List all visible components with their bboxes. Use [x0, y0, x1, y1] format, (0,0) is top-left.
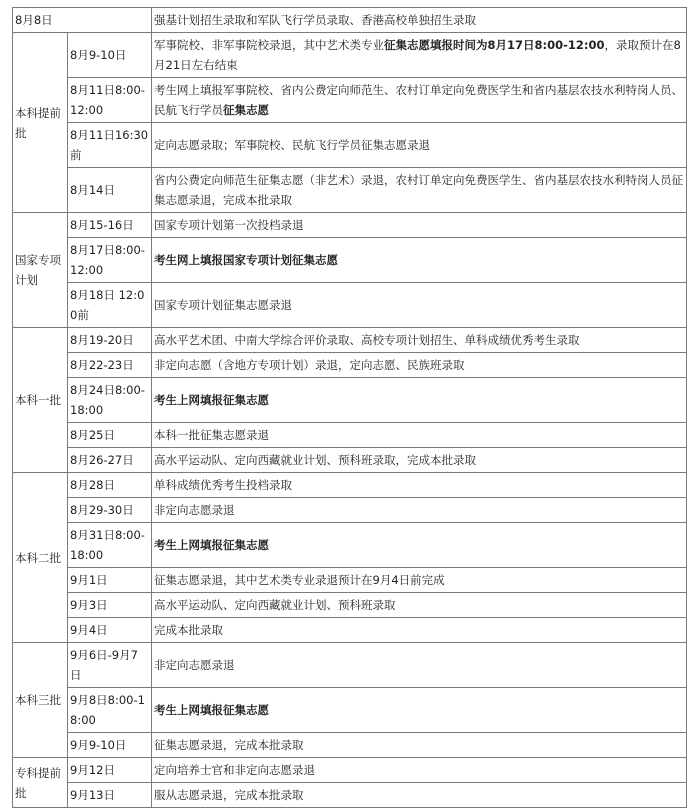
- phase-cell: 本科一批: [13, 328, 68, 473]
- description-text: 定向志愿录取；军事院校、民航飞行学员征集志愿录退: [154, 138, 431, 152]
- table-row: [13, 213, 687, 238]
- phase-cell: 本科提前批: [13, 33, 68, 213]
- date-cell: 9月13日: [68, 783, 152, 808]
- date-cell: 8月15-16日: [68, 213, 152, 238]
- description-cell: [152, 473, 687, 498]
- description-text: 定向培养士官和非定向志愿录退: [154, 763, 316, 777]
- phase-cell: 专科提前批: [13, 758, 68, 808]
- description-text: 完成本批录取: [154, 623, 224, 637]
- description-cell: [152, 33, 687, 78]
- description-highlight: 考生上网填报征集志愿: [154, 703, 270, 717]
- description-cell: [152, 498, 687, 523]
- description-text: 高水平运动队、定向西藏就业计划、预科班录取: [154, 598, 396, 612]
- date-cell: 8月11日8:00-12:00: [68, 78, 152, 123]
- description-text: 本科一批征集志愿录退: [154, 428, 270, 442]
- description-highlight: 考生网上填报国家专项计划征集志愿: [154, 253, 339, 267]
- description-highlight: 征集志愿填报时间为8月17日8:00-12:00: [384, 38, 605, 52]
- table-row: [13, 783, 687, 808]
- date-cell: 8月19-20日: [68, 328, 152, 353]
- table-row: [13, 33, 687, 78]
- table-row: [13, 353, 687, 378]
- table-row: [13, 568, 687, 593]
- table-row: [13, 8, 687, 33]
- description-text: 高水平运动队、定向西藏就业计划、预科班录取，完成本批录取: [154, 453, 477, 467]
- description-cell: [152, 283, 687, 328]
- description-cell: [152, 328, 687, 353]
- phase-cell: 本科二批: [13, 473, 68, 643]
- date-cell: 8月22-23日: [68, 353, 152, 378]
- date-cell: 8月9-10日: [68, 33, 152, 78]
- description-cell: [152, 593, 687, 618]
- table-row: [13, 238, 687, 283]
- admission-schedule-table: [12, 7, 687, 808]
- description-text: 征集志愿录退，其中艺术类专业录退预计在9月4日前完成: [154, 573, 445, 587]
- description-cell: [152, 688, 687, 733]
- table-row: [13, 423, 687, 448]
- description-cell: [152, 78, 687, 123]
- table-row: [13, 283, 687, 328]
- description-cell: [152, 8, 687, 33]
- description-text: 非定向志愿录退: [154, 658, 235, 672]
- description-text: 考生网上填报军事院校、省内公费定向师范生、农村订单定向免费医学生和省内基层农技水利特岗人员、民航飞行学员: [154, 83, 684, 117]
- date-cell: 8月28日: [68, 473, 152, 498]
- description-text: 国家专项计划第一次投档录退: [154, 218, 304, 232]
- description-text: 省内公费定向师范生征集志愿（非艺术）录退，农村订单定向免费医学生、省内基层农技水利特岗人员征集志愿录退，完成本批录取: [154, 173, 684, 207]
- date-cell: 9月3日: [68, 593, 152, 618]
- date-cell: 8月26-27日: [68, 448, 152, 473]
- date-cell: 8月31日8:00-18:00: [68, 523, 152, 568]
- date-cell: 8月29-30日: [68, 498, 152, 523]
- description-text: 单科成绩优秀考生投档录取: [154, 478, 293, 492]
- table-row: [13, 643, 687, 688]
- description-text: 军事院校、非军事院校录退，其中艺术类专业: [154, 38, 385, 52]
- table-row: [13, 123, 687, 168]
- description-cell: [152, 523, 687, 568]
- description-cell: [152, 568, 687, 593]
- table-row: [13, 523, 687, 568]
- description-cell: [152, 353, 687, 378]
- date-cell: 9月1日: [68, 568, 152, 593]
- date-cell: 8月18日 12:00前: [68, 283, 152, 328]
- date-cell: 9月6日-9月7日: [68, 643, 152, 688]
- table-row: [13, 758, 687, 783]
- description-text: 非定向志愿（含地方专项计划）录退，定向志愿、民族班录取: [154, 358, 465, 372]
- description-cell: [152, 733, 687, 758]
- description-text: 服从志愿录退，完成本批录取: [154, 788, 304, 802]
- date-cell: 8月8日: [13, 8, 152, 33]
- description-cell: [152, 758, 687, 783]
- table-row: [13, 448, 687, 473]
- description-text: 国家专项计划征集志愿录退: [154, 298, 293, 312]
- description-cell: [152, 238, 687, 283]
- date-cell: 9月4日: [68, 618, 152, 643]
- description-text: ，录取预计在8月21日左右结束: [154, 38, 681, 72]
- description-text: 征集志愿录退，完成本批录取: [154, 738, 304, 752]
- date-cell: 9月8日8:00-18:00: [68, 688, 152, 733]
- phase-cell: 本科三批: [13, 643, 68, 758]
- table-row: [13, 78, 687, 123]
- table-row: [13, 168, 687, 213]
- description-text: 高水平艺术团、中南大学综合评价录取、高校专项计划招生、单科成绩优秀考生录取: [154, 333, 580, 347]
- description-cell: [152, 213, 687, 238]
- description-cell: [152, 123, 687, 168]
- table-row: [13, 733, 687, 758]
- date-cell: 9月9-10日: [68, 733, 152, 758]
- date-cell: 8月24日8:00-18:00: [68, 378, 152, 423]
- table-row: [13, 378, 687, 423]
- description-highlight: 考生上网填报征集志愿: [154, 538, 270, 552]
- table-row: [13, 618, 687, 643]
- description-cell: [152, 783, 687, 808]
- date-cell: 9月12日: [68, 758, 152, 783]
- description-text: 非定向志愿录退: [154, 503, 235, 517]
- description-highlight: 考生上网填报征集志愿: [154, 393, 270, 407]
- table-row: [13, 593, 687, 618]
- description-highlight: 征集志愿: [223, 103, 270, 117]
- date-cell: 8月17日8:00-12:00: [68, 238, 152, 283]
- date-cell: 8月11日16:30前: [68, 123, 152, 168]
- schedule-body: [13, 8, 687, 808]
- date-cell: 8月14日: [68, 168, 152, 213]
- table-row: [13, 688, 687, 733]
- description-text: 强基计划招生录取和军队飞行学员录取、香港高校单独招生录取: [154, 13, 477, 27]
- table-row: [13, 328, 687, 353]
- description-cell: [152, 618, 687, 643]
- table-row: [13, 498, 687, 523]
- description-cell: [152, 378, 687, 423]
- table-row: [13, 473, 687, 498]
- description-cell: [152, 168, 687, 213]
- phase-cell: 国家专项计划: [13, 213, 68, 328]
- description-cell: [152, 423, 687, 448]
- description-cell: [152, 448, 687, 473]
- date-cell: 8月25日: [68, 423, 152, 448]
- description-cell: [152, 643, 687, 688]
